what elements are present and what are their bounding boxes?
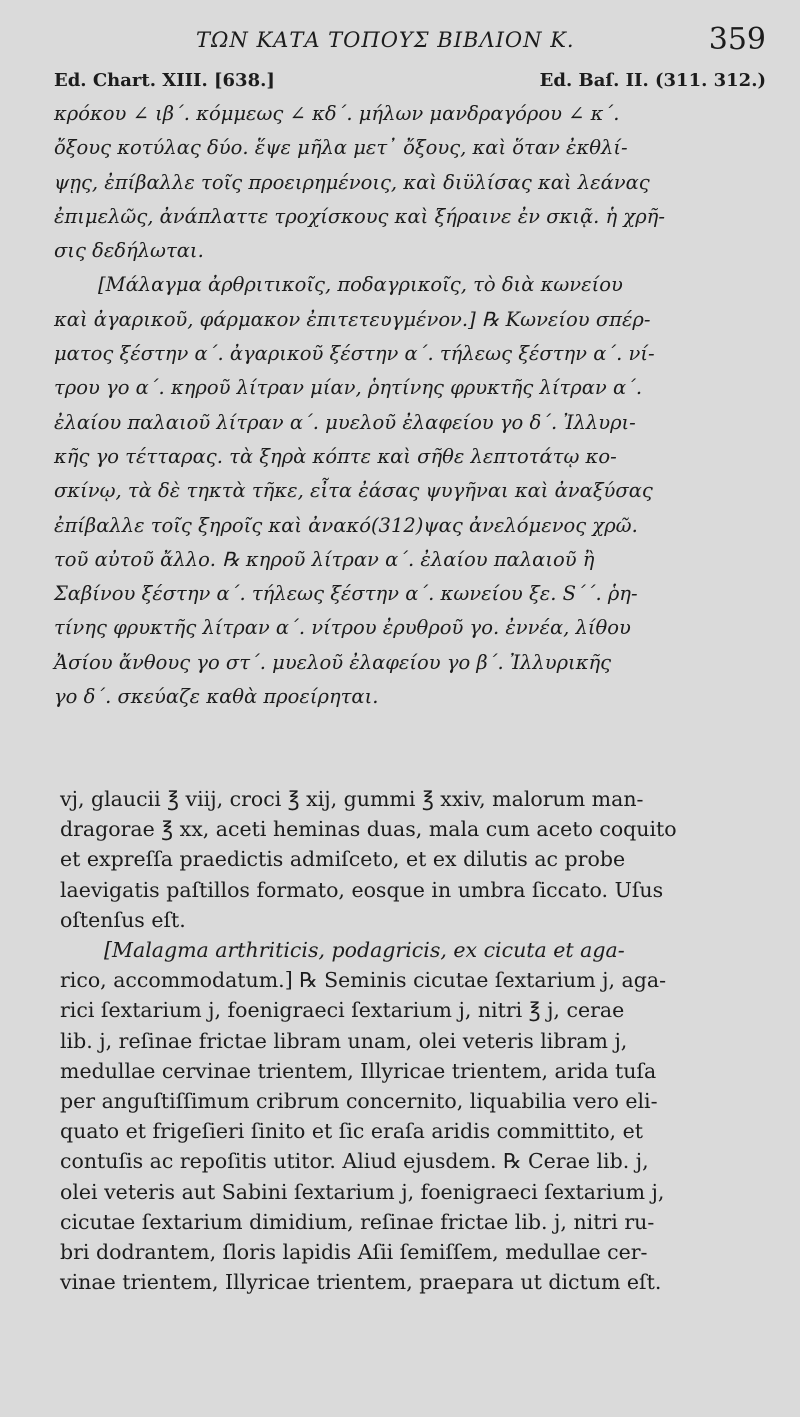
edition-reference-basel: Ed. Baſ. II. (311. 312.) (539, 70, 766, 91)
edition-reference-chartier: Ed. Chart. XIII. [638.] (54, 70, 275, 91)
latin-line: bri dodrantem, ſloris lapidis Aſii ſemiſſem, medullae cer- (60, 1240, 648, 1265)
greek-line: τρου γο α΄. κηροῦ λίτραν μίαν, ῥητίνης φρυκτῆς λίτραν α΄. (54, 376, 643, 400)
page-number: 359 (708, 22, 766, 57)
greek-line: σις δεδήλωται. (54, 239, 204, 263)
greek-line: γο δ΄. σκεύαζε καθὰ προείρηται. (54, 685, 379, 709)
latin-line: rico, accommodatum.] ℞ Seminis cicutae ſextarium j, aga- (60, 968, 667, 993)
latin-line: laevigatis paſtillos formato, eosque in umbra ſiccato. Uſus (60, 877, 664, 902)
latin-line: medullae cervinae trientem, Illyricae trientem, arida tuſa (60, 1058, 657, 1083)
latin-text-block (60, 784, 760, 1297)
latin-line: contuſis ac repoſitis utitor. Aliud ejusdem. ℞ Cerae lib. j, (60, 1149, 649, 1174)
latin-line: et expreſſa praedictis admiſceto, et ex dilutis ac probe (60, 847, 626, 872)
greek-line: [Μάλαγμα ἀρθριτικοῖς, ποδαγρικοῖς, τὸ διὰ κωνείου (98, 273, 623, 297)
greek-text-block (54, 97, 764, 714)
greek-line: ψῃς, ἐπίβαλλε τοῖς προειρημένοις, καὶ διϋλίσας καὶ λεάνας (54, 170, 650, 194)
running-head (0, 22, 800, 62)
greek-line: καὶ ἀγαρικοῦ, φάρμακον ἐπιτετευγμένον.] ℞ Κωνείου σπέρ- (54, 307, 651, 331)
latin-line: olei veteris aut Sabini ſextarium j, foenigraeci ſextarium j, (60, 1179, 665, 1204)
greek-line: ἐλαίου παλαιοῦ λίτραν α΄. μυελοῦ ἐλαφείου γο δ΄. Ἰλλυρι- (54, 410, 636, 434)
latin-line: vinae trientem, Illyricae trientem, praepara ut dictum eſt. (60, 1270, 662, 1295)
latin-line: dragorae ℥ xx, aceti heminas duas, mala cum aceto coquito (60, 817, 677, 842)
greek-line: Σαβίνου ξέστην α΄. τήλεως ξέστην α΄. κωνείου ξε. S΄΄. ῥη- (54, 582, 638, 606)
greek-line: ὄξους κοτύλας δύο. ἕψε μῆλα μετ᾽ ὄξους, καὶ ὅταν ἐκθλί- (54, 136, 628, 160)
latin-line: quato et frigeſieri ſinito et ſic eraſa aridis committito, et (60, 1119, 643, 1144)
latin-line: per anguſtiſſimum cribrum concernito, liquabilia vero eli- (60, 1089, 658, 1114)
greek-line: ἐπιμελῶς, ἀνάπλαττε τροχίσκους καὶ ξήραινε ἐν σκιᾷ. ἡ χρῆ- (54, 204, 665, 228)
latin-line: [Malagma arthriticis, podagricis, ex cicuta et aga- (104, 938, 625, 963)
greek-line: ἐπίβαλλε τοῖς ξηροῖς καὶ ἀνακό(312)ψας ἀνελόμενος χρῶ. (54, 513, 638, 537)
greek-line: κρόκου ∠ ιβ΄. κόμμεως ∠ κδ΄. μήλων μανδραγόρου ∠ κ΄. (54, 102, 620, 125)
latin-line: rici ſextarium j, foenigraeci ſextarium j, nitri ℥ j, cerae (60, 998, 625, 1023)
latin-line: oſtenſus eſt. (60, 907, 186, 932)
latin-line: vj, glaucii ℥ viij, croci ℥ xij, gummi ℥ xxiv, malorum man- (60, 787, 644, 811)
greek-line: Ἀσίου ἄνθους γο στ΄. μυελοῦ ἐλαφείου γο β΄. Ἰλλυρικῆς (54, 650, 612, 674)
edition-reference-line (54, 70, 766, 96)
greek-line: τίνης φρυκτῆς λίτραν α΄. νίτρου ἐρυθροῦ γο. ἐννέα, λίθου (54, 616, 631, 640)
latin-line: cicutae ſextarium dimidium, reſinae frictae lib. j, nitri ru- (60, 1209, 655, 1234)
greek-line: τοῦ αὐτοῦ ἄλλο. ℞ κηροῦ λίτραν α΄. ἐλαίου παλαιοῦ ἢ (54, 547, 595, 571)
running-title: ΤΩΝ ΚΑΤΑ ΤΟΠΟΥΣ ΒΙΒΛΙΟΝ Κ. (196, 28, 575, 52)
greek-line: κῆς γο τέτταρας. τὰ ξηρὰ κόπτε καὶ σῆθε λεπτοτάτῳ κο- (54, 444, 617, 468)
latin-line: lib. j, reſinae frictae libram unam, olei veteris libram j, (60, 1028, 628, 1053)
greek-line: ματος ξέστην α΄. ἀγαρικοῦ ξέστην α΄. τήλεως ξέστην α΄. νί- (54, 342, 655, 366)
greek-line: σκίνῳ, τὰ δὲ τηκτὰ τῆκε, εἶτα ἐάσας ψυγῆναι καὶ ἀναξύσας (54, 479, 653, 503)
